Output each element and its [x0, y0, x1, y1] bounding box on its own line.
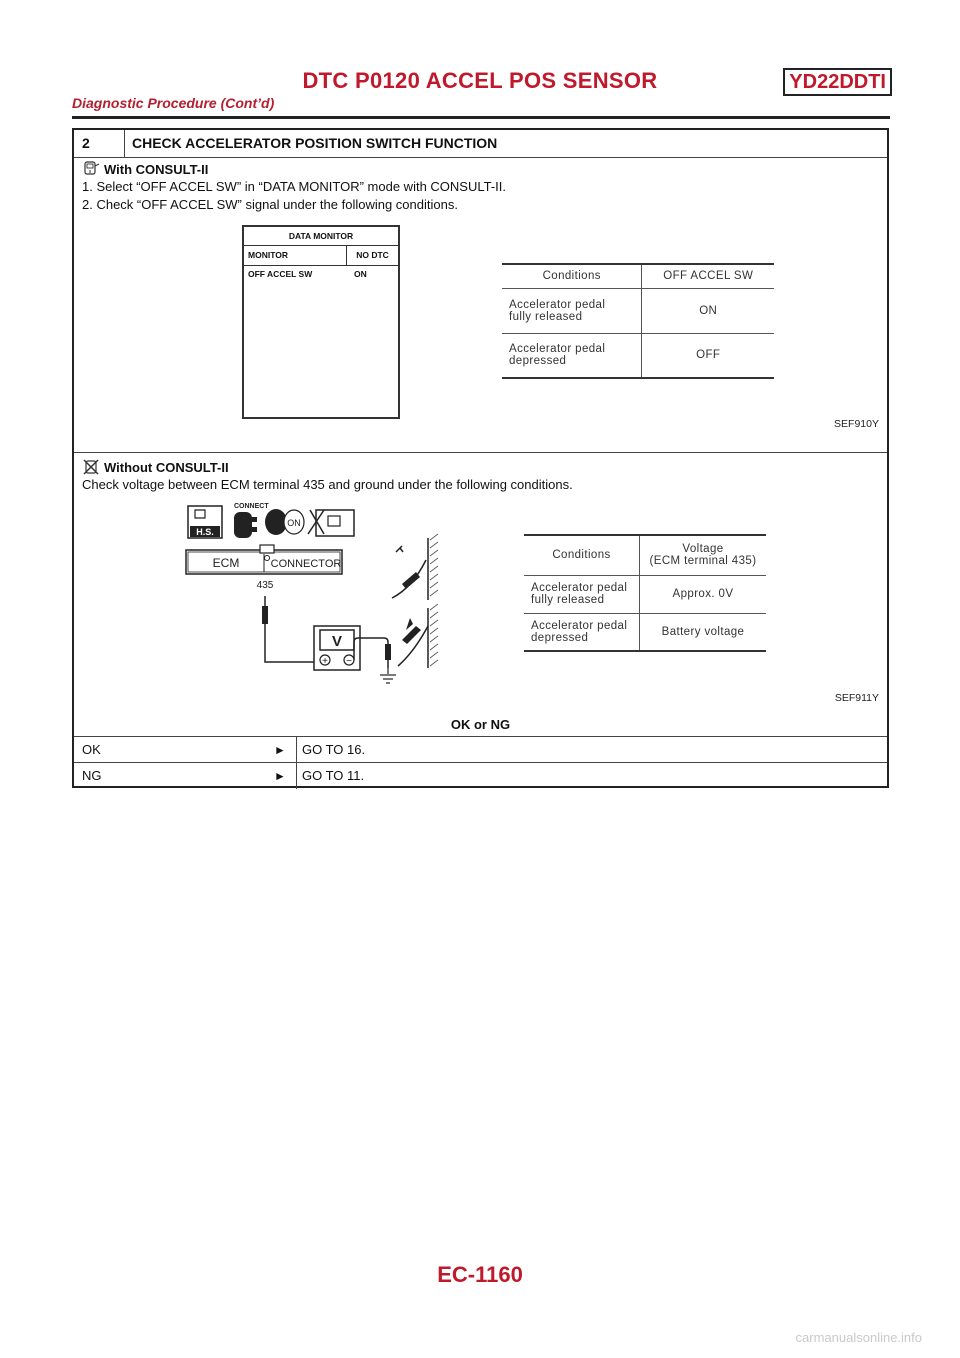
data-monitor-screen: [242, 225, 400, 419]
condition-value: ON: [642, 288, 774, 333]
result-row-ok: [74, 736, 887, 763]
terminal-number: 435: [256, 580, 274, 591]
table-header-voltage: Voltage: [682, 543, 724, 556]
ignition-key-icon: [265, 509, 304, 535]
plus-terminal: +: [322, 656, 328, 667]
monitor-column-label: MONITOR: [248, 250, 288, 260]
ecm-connector: [186, 545, 342, 591]
minus-terminal: −: [346, 656, 352, 667]
page-subtitle: Diagnostic Procedure (Cont’d): [72, 95, 275, 111]
condition-text: Accelerator pedal: [509, 343, 606, 356]
result-label: OK: [82, 742, 101, 757]
ok-or-ng-heading: OK or NG: [450, 717, 511, 732]
condition-value: OFF: [642, 333, 774, 378]
table-row: [502, 288, 774, 333]
condition-text: fully released: [509, 310, 583, 323]
without-consult-heading: Without CONSULT-II: [104, 460, 229, 475]
condition-text: Accelerator pedal: [531, 582, 628, 594]
condition-text: depressed: [531, 631, 589, 644]
table-row: [524, 613, 766, 651]
condition-text: depressed: [509, 355, 567, 368]
step-header-row: [74, 130, 887, 158]
pedal-depressed-icon: [398, 604, 438, 668]
voltage-value: Battery voltage: [639, 613, 766, 651]
monitor-item-value: ON: [354, 269, 367, 279]
pedal-released-icon: [392, 534, 438, 600]
table-header-accel-sw: OFF ACCEL SW: [642, 264, 774, 288]
no-dtc-label: NO DTC: [346, 245, 398, 265]
step-number: 2: [74, 130, 125, 157]
consult-step-1: 1. Select “OFF ACCEL SW” in “DATA MONITOR” mode with CONSULT-II.: [82, 179, 507, 194]
table-header-conditions: Conditions: [524, 535, 639, 575]
table-header-terminal: (ECM terminal 435): [649, 555, 757, 568]
data-monitor-header: [244, 245, 398, 266]
consult-tool-icon: [82, 160, 100, 176]
ecm-voltage-table: [524, 534, 766, 652]
step-title: CHECK ACCELERATOR POSITION SWITCH FUNCTION: [132, 135, 498, 151]
condition-text: Accelerator pedal: [509, 298, 606, 311]
watermark: carmanualsonline.info: [795, 1330, 922, 1345]
data-monitor-title: DATA MONITOR: [244, 227, 398, 246]
connector-label: CONNECTOR: [270, 558, 342, 570]
page-number: EC-1160: [437, 1262, 523, 1287]
arrow-right-icon: ►: [274, 769, 286, 783]
no-consult-icon: [82, 458, 100, 476]
engine-off-icon: [308, 510, 354, 536]
voltmeter-label: V: [331, 633, 343, 650]
arrow-right-icon: ►: [274, 743, 286, 757]
table-header-conditions: Conditions: [502, 264, 642, 288]
ignition-on-label: ON: [287, 518, 301, 528]
figure-ref-sef910y: SEF910Y: [834, 418, 879, 430]
connect-icon: [234, 503, 269, 538]
voltmeter: [314, 626, 360, 670]
ground-symbol: [380, 668, 396, 683]
connect-label: CONNECT: [234, 503, 269, 510]
result-action: GO TO 16.: [302, 742, 366, 757]
voltage-value: Approx. 0V: [639, 575, 766, 613]
section-divider: [74, 452, 887, 453]
ecm-label: ECM: [212, 556, 240, 570]
consult-step-2: 2. Check “OFF ACCEL SW” signal under the following conditions.: [82, 197, 458, 212]
hs-icon: [188, 506, 222, 538]
voltage-instruction: Check voltage between ECM terminal 435 and ground under the following conditions.: [82, 477, 573, 492]
condition-text: fully released: [531, 594, 605, 606]
engine-badge: YD22DDTI: [783, 68, 892, 96]
hs-label: H.S.: [196, 527, 214, 537]
voltage-check-diagram: [182, 498, 442, 686]
with-consult-heading: With CONSULT-II: [104, 162, 209, 177]
condition-text: Accelerator pedal: [531, 619, 628, 632]
table-row: [524, 575, 766, 613]
accel-sw-conditions-table: [502, 263, 774, 379]
page-title: DTC P0120 ACCEL POS SENSOR: [302, 68, 658, 93]
table-row: [502, 333, 774, 378]
header-rule: [72, 116, 890, 119]
monitor-item-name: OFF ACCEL SW: [248, 269, 313, 279]
figure-ref-sef911y: SEF911Y: [834, 692, 879, 704]
result-action: GO TO 11.: [302, 768, 365, 783]
result-row-ng: [74, 762, 887, 789]
result-label: NG: [82, 768, 102, 783]
procedure-frame: [72, 128, 889, 788]
